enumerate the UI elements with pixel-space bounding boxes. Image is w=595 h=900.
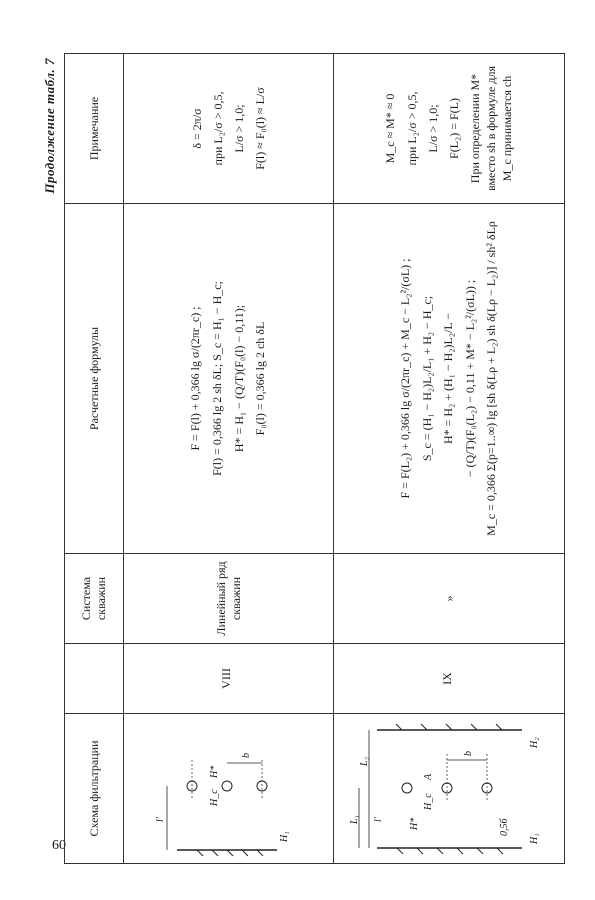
label-h1: H₁ [529, 833, 540, 845]
label-h1: H₁ [278, 831, 290, 843]
note-line: при L₂/σ > 0,5, [210, 91, 225, 166]
formulas-table [64, 53, 565, 864]
formula-line: F₀(l) = 0,366 lg 2 ch δL [253, 321, 268, 436]
note-line: M_c ≈ M* ≈ 0 [383, 93, 398, 164]
scheme-cell [334, 714, 565, 864]
formula-line: M_c = 0,366 Σ(p=1..∞) lg [sh δ(Lρ + L₂) sh δ(Lρ − L₂)] / sh² δLρ [484, 221, 499, 536]
formula-line: S_c = (H₁ − H₂)L₂/L₁ + H₂ − H_c; [419, 295, 434, 462]
page-number: 60 [52, 838, 66, 853]
formula-line: F = F(L₂) + 0,366 lg σ/(2πr_c) + M_c − L₂²/(σL) ; [398, 258, 413, 499]
label-h2: H₂ [529, 737, 540, 749]
formula-line: H* = H₁ − (Q/T)(F₀(l) − 0,11); [231, 304, 246, 453]
header-system: Система скважин [65, 554, 124, 644]
label-l-prime: l′ [154, 817, 166, 823]
formula-line: F = F(l) + 0,366 lg σ/(2πr_c) ; [188, 306, 203, 451]
label-hc: H_c [208, 789, 220, 807]
formula-line: − (Q/T)(F₀(L₂) − 0,11 + M* − L₂²/(σL)) ; [462, 279, 477, 478]
label-l-prime: l′ [373, 817, 384, 823]
rotated-table-block [42, 54, 554, 864]
scheme-cell [124, 714, 334, 864]
note-line: δ = 2π/σ [189, 108, 204, 149]
label-h-star: H* [409, 818, 420, 831]
note-line: F(l) ≈ F₀(l) ≈ L/σ [253, 87, 268, 170]
header-formulas: Расчетные формулы [65, 204, 124, 554]
note-line: L/σ > 1,0; [425, 104, 440, 153]
table-row [334, 54, 565, 864]
note-line: L/σ > 1,0; [232, 104, 246, 153]
system-cell: Линейный ряд скважин [214, 561, 243, 636]
formulas-cell [334, 204, 565, 554]
notes-cell [124, 54, 334, 204]
label-half-b: 0,5б [499, 818, 510, 837]
note-line: При определении M* вместо sh в формуле для M_c принимается ch [468, 66, 515, 192]
header-mark [65, 644, 124, 714]
continuation-caption: Продолжение табл. 7 [42, 58, 57, 194]
notes-cell [334, 54, 565, 204]
formula-line: H* = H₂ + (H₁ − H₂)L₂/L − [441, 313, 456, 445]
filtration-scheme-diagram-ix [347, 719, 547, 859]
filtration-scheme-diagram-viii [137, 719, 317, 859]
label-l2: L₂ [359, 757, 370, 767]
table-row [124, 54, 334, 864]
label-b: b [240, 753, 252, 759]
note-line: при L₂/σ > 0,5, [404, 91, 419, 166]
label-b: b [463, 751, 474, 757]
formulas-cell [124, 204, 334, 554]
system-cell: » [441, 595, 456, 602]
scheme-mark-viii: VIII [219, 668, 233, 689]
note-line: F(L₂) = F(L) [446, 98, 461, 159]
header-scheme: Схема фильтрации [65, 714, 124, 864]
label-a: A [423, 774, 434, 781]
label-l1: L₁ [349, 815, 360, 825]
header-notes: Примечание [65, 54, 124, 204]
label-h-star: H* [208, 766, 220, 779]
formula-line: F(l) = 0,366 lg 2 sh δL; S_c = H₁ − H_c; [209, 281, 224, 476]
scheme-mark-ix: IX [439, 672, 454, 685]
label-hc: H_c [423, 793, 434, 811]
table-header-row [65, 54, 124, 864]
